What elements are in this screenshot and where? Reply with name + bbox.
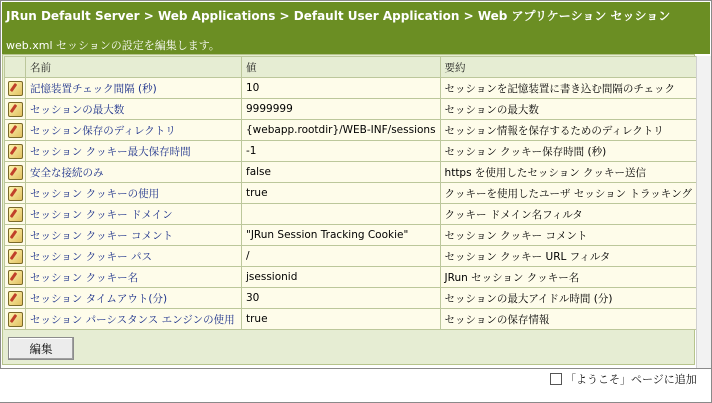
setting-value: false xyxy=(242,162,441,183)
row-icon-cell xyxy=(5,225,26,246)
setting-value: true xyxy=(242,309,441,330)
table-row xyxy=(5,288,701,309)
setting-summary: セッション情報を保存するためのディレクトリ xyxy=(440,120,700,141)
edit-icon[interactable] xyxy=(8,102,23,117)
table-row xyxy=(5,162,701,183)
setting-summary: セッションの最大アイドル時間 (分) xyxy=(440,288,700,309)
edit-icon[interactable] xyxy=(8,81,23,96)
setting-name-link[interactable]: セッション保存のディレクトリ xyxy=(30,124,176,137)
edit-icon[interactable] xyxy=(8,123,23,138)
setting-value: true xyxy=(242,183,441,204)
column-header-value: 値 xyxy=(242,57,441,78)
column-header-name: 名前 xyxy=(26,57,242,78)
setting-name-link[interactable]: セッション タイムアウト(分) xyxy=(30,292,168,305)
setting-summary: セッション クッキー保存時間 (秒) xyxy=(440,141,700,162)
edit-icon[interactable] xyxy=(8,312,23,327)
row-icon-cell xyxy=(5,141,26,162)
setting-name-link[interactable]: セッション クッキー名 xyxy=(30,271,139,284)
setting-summary: セッションの最大数 xyxy=(440,99,700,120)
row-icon-cell xyxy=(5,246,26,267)
setting-value: -1 xyxy=(242,141,441,162)
table-row xyxy=(5,225,701,246)
setting-name-cell xyxy=(26,183,242,204)
setting-value: jsessionid xyxy=(242,267,441,288)
page-subtitle: web.xml セッションの設定を編集します。 xyxy=(6,39,220,52)
table-row xyxy=(5,141,701,162)
setting-summary: セッション クッキー コメント xyxy=(440,225,700,246)
edit-icon[interactable] xyxy=(8,207,23,222)
setting-summary: セッションの保存情報 xyxy=(440,309,700,330)
setting-summary: セッション クッキー URL フィルタ xyxy=(440,246,700,267)
table-row xyxy=(5,183,701,204)
setting-name-cell xyxy=(26,204,242,225)
settings-table xyxy=(4,56,701,330)
add-to-welcome-checkbox[interactable] xyxy=(550,373,562,385)
table-row xyxy=(5,204,701,225)
edit-icon[interactable] xyxy=(8,228,23,243)
column-header-summary: 要約 xyxy=(440,57,700,78)
setting-name-link[interactable]: セッション クッキー パス xyxy=(30,250,152,263)
setting-name-cell xyxy=(26,162,242,183)
table-row xyxy=(5,78,701,99)
table-row xyxy=(5,120,701,141)
edit-icon[interactable] xyxy=(8,249,23,264)
row-icon-cell xyxy=(5,309,26,330)
setting-value: {webapp.rootdir}/WEB-INF/sessions xyxy=(242,120,441,141)
edit-icon[interactable] xyxy=(8,291,23,306)
breadcrumb: JRun Default Server > Web Applications > Default User Application > Web アプリケーション セッション xyxy=(6,9,671,23)
row-icon-cell xyxy=(5,78,26,99)
setting-value: "JRun Session Tracking Cookie" xyxy=(242,225,441,246)
setting-name-cell xyxy=(26,120,242,141)
row-icon-cell xyxy=(5,204,26,225)
setting-summary: JRun セッション クッキー名 xyxy=(440,267,700,288)
setting-name-link[interactable]: 記憶装置チェック間隔 (秒) xyxy=(30,82,157,95)
table-header-row xyxy=(5,57,701,78)
setting-summary: クッキーを使用したユーザ セッション トラッキング xyxy=(440,183,700,204)
setting-name-cell xyxy=(26,225,242,246)
vertical-scrollbar[interactable] xyxy=(696,56,711,368)
edit-button[interactable]: 編集 xyxy=(8,337,74,360)
table-row xyxy=(5,246,701,267)
row-icon-cell xyxy=(5,99,26,120)
setting-name-cell xyxy=(26,267,242,288)
row-icon-cell xyxy=(5,120,26,141)
table-row xyxy=(5,99,701,120)
setting-name-cell xyxy=(26,141,242,162)
setting-value: / xyxy=(242,246,441,267)
setting-value: 9999999 xyxy=(242,99,441,120)
setting-value: 30 xyxy=(242,288,441,309)
header-icon-column xyxy=(5,57,26,78)
setting-name-link[interactable]: セッションの最大数 xyxy=(30,103,125,116)
table-row xyxy=(5,267,701,288)
table-row xyxy=(5,309,701,330)
setting-name-link[interactable]: セッション クッキー最大保存時間 xyxy=(30,145,191,158)
row-icon-cell xyxy=(5,288,26,309)
edit-icon[interactable] xyxy=(8,165,23,180)
add-to-welcome-label: 「ようこそ」ページに追加 xyxy=(565,373,697,386)
setting-name-link[interactable]: セッション パーシスタンス エンジンの使用 xyxy=(30,313,235,326)
edit-icon[interactable] xyxy=(8,186,23,201)
setting-value: 10 xyxy=(242,78,441,99)
setting-name-cell xyxy=(26,78,242,99)
setting-name-cell xyxy=(26,99,242,120)
row-icon-cell xyxy=(5,267,26,288)
setting-name-cell xyxy=(26,246,242,267)
setting-summary: https を使用したセッション クッキー送信 xyxy=(440,162,700,183)
edit-icon[interactable] xyxy=(8,270,23,285)
row-icon-cell xyxy=(5,183,26,204)
setting-summary: クッキー ドメイン名フィルタ xyxy=(440,204,700,225)
setting-name-link[interactable]: セッション クッキーの使用 xyxy=(30,187,160,200)
setting-name-link[interactable]: セッション クッキー ドメイン xyxy=(30,208,173,221)
edit-icon[interactable] xyxy=(8,144,23,159)
page-header xyxy=(2,2,710,54)
setting-name-cell xyxy=(26,288,242,309)
add-to-welcome-option[interactable] xyxy=(550,371,697,387)
setting-value xyxy=(242,204,441,225)
setting-summary: セッションを記憶装置に書き込む間隔のチェック xyxy=(440,78,700,99)
setting-name-link[interactable]: 安全な接続のみ xyxy=(30,166,104,179)
setting-name-cell xyxy=(26,309,242,330)
setting-name-link[interactable]: セッション クッキー コメント xyxy=(30,229,173,242)
row-icon-cell xyxy=(5,162,26,183)
